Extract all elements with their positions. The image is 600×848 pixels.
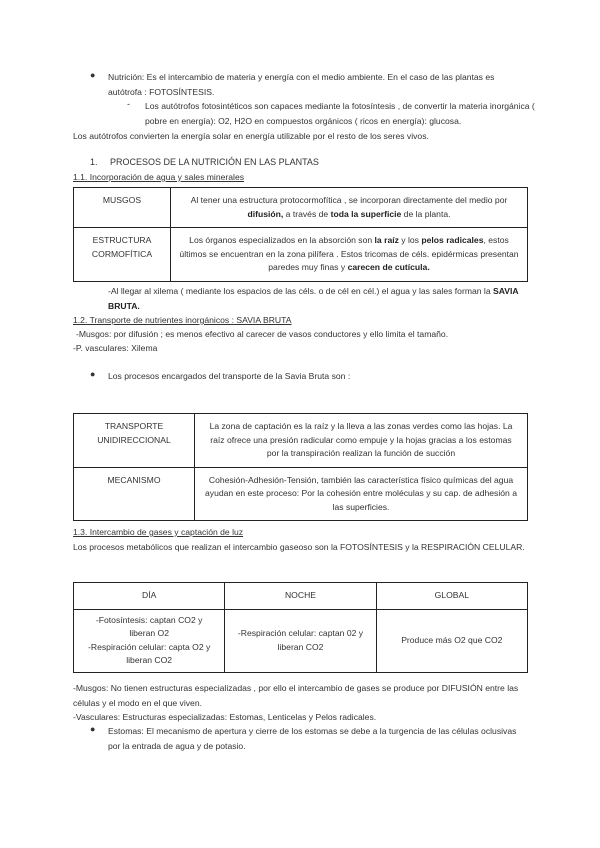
cell-text: Los órganos especializados en la absorción son la raíz y los pelos radicales, estos últimos se encuentran en la zona pilífera . Estos tricomas de céls. epidérmicas presentan paredes muy finas y carecen de cutícula. <box>171 228 528 282</box>
table-row <box>74 228 528 282</box>
cell-noche: -Respiración celular: captan 02 y liberan CO2 <box>225 609 376 672</box>
xilema-paragraph: -Al llegar al xilema ( mediante los espacios de las céls. o de cél en cél.) el agua y las sales forman la SAVIA BRUTA. <box>108 286 519 311</box>
section-number: 1. <box>90 157 98 167</box>
table-gases <box>73 582 528 673</box>
table-row <box>74 609 528 672</box>
table-incorporacion <box>73 187 528 282</box>
cell-global: Produce más O2 que CO2 <box>376 609 527 672</box>
table-row <box>74 188 528 228</box>
vasculares-transport: -P. vasculares: Xilema <box>73 343 158 353</box>
header-dia: DÍA <box>74 583 225 610</box>
cell-dia: -Fotosíntesis: captan CO2 y liberan O2 -Respiración celular: capta O2 y liberan CO2 <box>74 609 225 672</box>
header-noche: NOCHE <box>225 583 376 610</box>
cell-text: La zona de captación es la raíz y la lleva a las zonas verdes como las hojas. La raíz ofrece una presión radicular como empuje y la hojas gracias a los estomas por la transpiración realizan la función de succión <box>195 414 528 468</box>
section-title: PROCESOS DE LA NUTRICIÓN EN LAS PLANTAS <box>110 157 319 167</box>
cell-label: TRANSPORTE UNIDIRECCIONAL <box>74 414 195 468</box>
savia-bullet: Los procesos encargados del transporte de la Savia Bruta son : <box>108 371 351 381</box>
procesos-paragraph: Los procesos metabólicos que realizan el intercambio gaseoso son la FOTOSÍNTESIS y la RESPIRACIÓN CELULAR. <box>73 542 525 552</box>
subsection-1-2: 1.2. Transporte de nutrientes inorgánicos : SAVIA BRUTA <box>73 315 292 325</box>
table-row <box>74 414 528 468</box>
header-global: GLOBAL <box>376 583 527 610</box>
musgos-transport: -Musgos: por difusión ; es menos efectivo al carecer de vasos conductores y ello limita el tamaño. <box>76 329 449 339</box>
subsection-1-3: 1.3. Intercambio de gases y captación de luz <box>73 527 244 537</box>
cell-label: ESTRUCTURA CORMOFÍTICA <box>74 228 171 282</box>
section-1-heading <box>90 155 319 170</box>
dash-icon: - <box>127 99 130 109</box>
bullet-icon: ● <box>90 369 96 379</box>
bullet-icon: ● <box>90 724 96 734</box>
table-header-row <box>74 583 528 610</box>
bullet-icon: ● <box>90 70 96 80</box>
nutricion-bullet: Nutrición: Es el intercambio de materia y energía con el medio ambiente. En el caso de las plantas es autótrofa : FOTOSÍNTESIS. <box>108 72 495 97</box>
musgos-gases: -Musgos: No tienen estructuras especializadas , por ello el intercambio de gases se produce por DIFUSIÓN entre las células y el modo en el que viven. <box>73 683 519 708</box>
autotrofos-dash: Los autótrofos fotosintéticos son capaces mediante la fotosíntesis , de convertir la materia inorgánica ( pobre en energía): O2, H2O en compuestos orgánicos ( ricos en energía): glucosa. <box>145 101 535 126</box>
cell-label: MUSGOS <box>74 188 171 228</box>
table-transporte <box>73 413 528 521</box>
subsection-1-1: 1.1. Incorporación de agua y sales minerales <box>73 172 245 182</box>
table-row <box>74 467 528 521</box>
estomas-bullet: Estomas: El mecanismo de apertura y cierre de los estomas se debe a la turgencia de las células oclusivas por la entrada de agua y de potasio. <box>108 726 517 751</box>
autotrofos-paragraph: Los autótrofos convierten la energía solar en energía utilizable por el resto de los seres vivos. <box>73 131 429 141</box>
cell-text: Cohesión-Adhesión-Tensión, también las característica físico químicas del agua ayudan en este proceso: Por la cohesión entre moléculas y su cap. de adhesión a las superficies. <box>195 467 528 521</box>
vasculares-gases: -Vasculares: Estructuras especializadas: Estomas, Lenticelas y Pelos radicales. <box>73 712 377 722</box>
cell-label: MECANISMO <box>74 467 195 521</box>
cell-text: Al tener una estructura protocormofítica , se incorporan directamente del medio por difusión, a través de toda la superficie de la planta. <box>171 188 528 228</box>
